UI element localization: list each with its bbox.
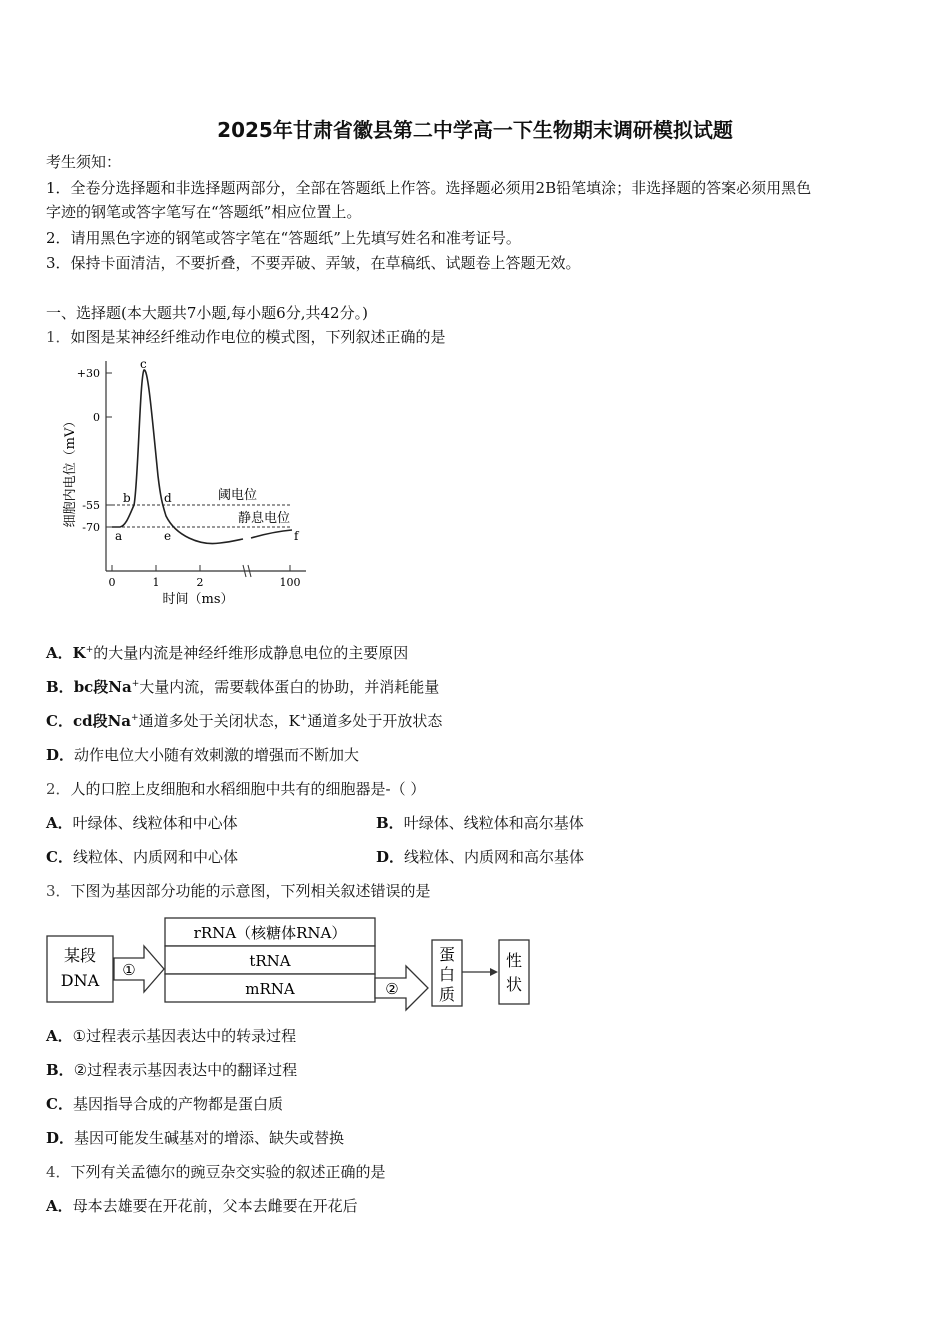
resting-label: 静息电位 <box>238 511 291 526</box>
gene-function-diagram <box>44 914 534 1014</box>
q2-option-d[interactable]: D．线粒体、内质网和高尔基体 <box>376 848 585 866</box>
step-2-label: ② <box>385 980 399 998</box>
question-number: 1． <box>46 328 71 346</box>
question-2 <box>46 777 425 801</box>
y-tick: 0 <box>93 411 100 424</box>
question-1 <box>46 325 446 349</box>
protein-label: 质 <box>438 985 456 1004</box>
question-stem: 如图是某神经纤维动作电位的模式图，下列叙述正确的是 <box>70 328 446 346</box>
question-stem: 下列有关孟德尔的豌豆杂交实验的叙述正确的是 <box>70 1163 386 1181</box>
x-tick: 100 <box>279 576 301 589</box>
trait-label: 性 <box>505 951 523 970</box>
notice-item-3: 3．保持卡面清洁，不要折叠，不要弄破、弄皱，在草稿纸、试题卷上答题无效。 <box>46 254 581 272</box>
q2-option-c[interactable]: C．线粒体、内质网和中心体 <box>46 848 238 866</box>
trna-label: tRNA <box>249 952 291 970</box>
arrow-2 <box>375 966 428 1010</box>
point-label-c: c <box>140 357 147 371</box>
point-label-e: e <box>164 529 172 543</box>
q2-option-b[interactable]: B．叶绿体、线粒体和高尔基体 <box>376 814 584 832</box>
step-1-label: ① <box>122 961 136 979</box>
notice-item-1-cont: 字迹的钢笔或答字笔写在“答题纸”相应位置上。 <box>46 203 362 221</box>
question-number: 2． <box>46 780 71 798</box>
question-3 <box>46 879 431 903</box>
point-label-b: b <box>123 491 131 505</box>
q4-option-a[interactable]: A．母本去雄要在开花前，父本去雌要在开花后 <box>46 1197 358 1215</box>
threshold-label: 阈电位 <box>218 488 258 503</box>
x-tick: 0 <box>108 576 116 589</box>
x-tick: 2 <box>196 576 204 589</box>
q1-option-c[interactable]: C．cd段Na+通道多处于关闭状态，K+通道多处于开放状态 <box>46 712 443 730</box>
notice-heading: 考生须知： <box>46 153 122 171</box>
dna-label: DNA <box>60 971 100 990</box>
trait-box <box>499 940 529 1004</box>
section-heading: 一、选择题(本大题共7小题,每小题6分,共42分。) <box>46 304 368 322</box>
mrna-label: mRNA <box>245 980 295 998</box>
q3-option-d[interactable]: D．基因可能发生碱基对的增添、缺失或替换 <box>46 1129 345 1147</box>
q3-option-a[interactable]: A．①过程表示基因表达中的转录过程 <box>46 1027 297 1045</box>
y-tick: -70 <box>82 521 100 534</box>
question-number: 3． <box>46 882 71 900</box>
q1-option-d[interactable]: D．动作电位大小随有效刺激的增强而不断加大 <box>46 746 360 764</box>
q2-option-a[interactable]: A．叶绿体、线粒体和中心体 <box>46 814 238 832</box>
y-tick: -55 <box>82 499 100 512</box>
protein-label: 蛋 <box>438 945 456 964</box>
q3-option-c[interactable]: C．基因指导合成的产物都是蛋白质 <box>46 1095 283 1113</box>
q1-option-a[interactable]: A．K+的大量内流是神经纤维形成静息电位的主要原因 <box>46 644 409 662</box>
question-stem: 下图为基因部分功能的示意图，下列相关叙述错误的是 <box>70 882 431 900</box>
x-axis-label: 时间（ms） <box>162 592 234 607</box>
protein-label: 白 <box>438 965 456 984</box>
point-label-f: f <box>294 529 299 543</box>
y-axis-label: 细胞内电位（mV） <box>63 414 78 528</box>
trait-label: 状 <box>505 975 523 994</box>
arrow-3-head <box>490 968 498 976</box>
notice-item-1: 1．全卷分选择题和非选择题两部分，全部在答题纸上作答。选择题必须用2B铅笔填涂；非选择题的答案必须用黑色 <box>46 179 812 197</box>
dna-label: 某段 <box>63 946 97 965</box>
x-tick: 1 <box>152 576 160 589</box>
action-potential-chart <box>60 356 320 611</box>
point-label-a: a <box>115 529 123 543</box>
y-tick: +30 <box>76 367 100 380</box>
point-label-d: d <box>164 491 172 505</box>
notice-item-2: 2．请用黑色字迹的钢笔或答字笔在“答题纸”上先填写姓名和准考证号。 <box>46 229 521 247</box>
page-title: 2025年甘肃省徽县第二中学高一下生物期末调研模拟试题 <box>217 118 733 142</box>
q1-option-b[interactable]: B．bc段Na+大量内流，需要载体蛋白的协助，并消耗能量 <box>46 678 440 696</box>
q3-option-b[interactable]: B．②过程表示基因表达中的翻译过程 <box>46 1061 298 1079</box>
rrna-label: rRNA（核糖体RNA） <box>193 924 347 942</box>
question-number: 4． <box>46 1163 71 1181</box>
question-stem: 人的口腔上皮细胞和水稻细胞中共有的细胞器是-（ ） <box>70 780 426 798</box>
question-4 <box>46 1160 386 1184</box>
